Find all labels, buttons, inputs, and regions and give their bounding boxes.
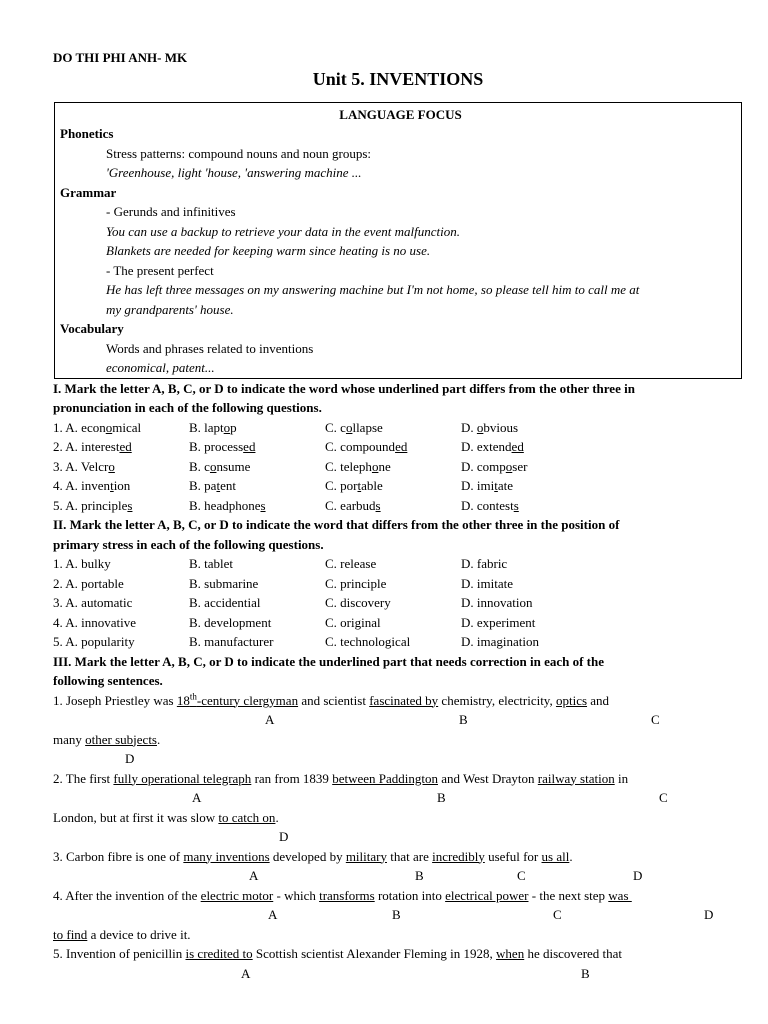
- q1-letter-b[interactable]: B: [459, 712, 468, 727]
- question-row: [53, 554, 743, 574]
- document-page: [53, 48, 743, 983]
- q5-option-a[interactable]: 5. A. principles: [53, 497, 133, 513]
- question-row: [53, 632, 743, 652]
- option[interactable]: 3. A. automatic: [53, 595, 133, 610]
- q2-letter-a[interactable]: A: [192, 790, 202, 805]
- q3-option-a[interactable]: 3. A. Velcro: [53, 458, 115, 474]
- question-row: [53, 457, 743, 477]
- question-row: [53, 476, 743, 496]
- q2-option-c[interactable]: C. compounded: [325, 439, 408, 454]
- option[interactable]: C. original: [325, 614, 381, 630]
- q2-option-d[interactable]: D. extended: [461, 439, 524, 454]
- q4-letter-d[interactable]: D: [704, 907, 714, 922]
- q3-option-c[interactable]: C. telephone: [325, 458, 391, 474]
- grammar-heading: Grammar: [60, 184, 117, 200]
- option[interactable]: B. tablet: [189, 556, 234, 571]
- q3-letter-b[interactable]: B: [415, 868, 424, 883]
- q5-letter-b[interactable]: B: [581, 965, 590, 981]
- q1-option-d[interactable]: D. obvious: [461, 419, 519, 435]
- q2-option-a[interactable]: 2. A. interested: [53, 439, 132, 454]
- q5-option-b[interactable]: B. headphones: [189, 497, 266, 513]
- grammar-line-5: He has left three messages on my answering machine but I'm not home, so please tell him to call me at: [106, 282, 640, 297]
- grammar-line-1: - Gerunds and infinitives: [106, 204, 236, 219]
- question-row: [53, 418, 743, 438]
- q1-option-c[interactable]: C. collapse: [325, 419, 383, 435]
- author-line: DO THI PHI ANH- MK: [53, 50, 188, 65]
- q2-option-b[interactable]: B. processed: [189, 439, 256, 454]
- option[interactable]: D. imitate: [461, 575, 513, 591]
- q3-option-d[interactable]: D. composer: [461, 458, 528, 474]
- option[interactable]: 2. A. portable: [53, 575, 124, 591]
- section-1-heading-2: pronunciation in each of the following questions.: [53, 400, 322, 415]
- option[interactable]: D. innovation: [461, 595, 533, 610]
- option[interactable]: D. fabric: [461, 556, 508, 571]
- q3-letter-d[interactable]: D: [633, 868, 643, 883]
- q4-option-c[interactable]: C. portable: [325, 478, 383, 493]
- q5-option-d[interactable]: D. contests: [461, 497, 519, 513]
- pronunciation-questions: [53, 418, 743, 516]
- q2-letter-c[interactable]: C: [659, 790, 668, 805]
- q1-option-a[interactable]: 1. A. economical: [53, 419, 142, 435]
- option[interactable]: C. principle: [325, 575, 387, 591]
- correction-question-3: 3. Carbon fibre is one of many inventions developed by military that are incredibly useful for us all. A B C D: [53, 847, 743, 886]
- q4-letter-c[interactable]: C: [553, 907, 562, 922]
- q4-letter-b[interactable]: B: [392, 907, 401, 922]
- q4-option-b[interactable]: B. patent: [189, 478, 236, 493]
- phonetics-line-1: Stress patterns: compound nouns and noun groups:: [106, 145, 372, 161]
- question-row: [53, 593, 743, 613]
- q3-letter-c[interactable]: C: [517, 868, 526, 883]
- section-2-heading-1: II. Mark the letter A, B, C, or D to indicate the word that differs from the other three in the position of: [53, 517, 620, 532]
- option[interactable]: B. manufacturer: [189, 634, 274, 649]
- vocabulary-line-1: Words and phrases related to inventions: [106, 340, 314, 356]
- option[interactable]: 5. A. popularity: [53, 634, 135, 649]
- box-heading: LANGUAGE FOCUS: [339, 106, 462, 122]
- option[interactable]: C. discovery: [325, 595, 391, 610]
- stress-questions: [53, 554, 743, 652]
- q2-letter-d[interactable]: D: [279, 829, 289, 844]
- option[interactable]: B. development: [189, 614, 272, 630]
- grammar-line-2: You can use a backup to retrieve your data in the event malfunction.: [106, 223, 460, 239]
- correction-question-5: 5. Invention of penicillin is credited to Scottish scientist Alexander Fleming in 1928, when he discovered that A B: [53, 944, 743, 983]
- q4-option-d[interactable]: D. imitate: [461, 478, 514, 493]
- question-row: [53, 574, 743, 594]
- grammar-line-4: - The present perfect: [106, 262, 214, 278]
- q4-option-a[interactable]: 4. A. invention: [53, 478, 131, 493]
- option[interactable]: C. release: [325, 556, 377, 571]
- q3-option-b[interactable]: B. consume: [189, 458, 251, 474]
- phonetics-heading: Phonetics: [60, 126, 114, 141]
- option[interactable]: D. experiment: [461, 614, 536, 630]
- q2-letter-b[interactable]: B: [437, 790, 446, 805]
- correction-question-4: 4. After the invention of the electric motor - which transforms rotation into electrical power - the next step was A B C D to find a device to drive it.: [53, 887, 714, 942]
- grammar-line-6: my grandparents' house.: [106, 301, 234, 317]
- option[interactable]: D. imagination: [461, 634, 539, 649]
- section-1-heading-1: I. Mark the letter A, B, C, or D to indicate the word whose underlined part differs from the other three in: [53, 380, 635, 396]
- vocabulary-line-2: economical, patent...: [106, 360, 215, 375]
- q4-letter-a[interactable]: A: [268, 907, 278, 922]
- option[interactable]: B. submarine: [189, 575, 259, 591]
- correction-question-2: 2. The first fully operational telegraph ran from 1839 between Paddington and West Drayton railway station in A B C London, but at first it was slow to catch on. D: [53, 769, 743, 847]
- section-3-heading-1: III. Mark the letter A, B, C, or D to indicate the underlined part that needs correction in each of the: [53, 653, 605, 669]
- question-row: [53, 613, 743, 633]
- grammar-line-3: Blankets are needed for keeping warm since heating is no use.: [106, 243, 431, 258]
- option[interactable]: 4. A. innovative: [53, 614, 137, 630]
- option[interactable]: C. technological: [325, 634, 411, 649]
- q1-letter-d[interactable]: D: [125, 751, 135, 766]
- phonetics-line-2: 'Greenhouse, light 'house, 'answering machine ...: [106, 165, 362, 180]
- page-title: Unit 5. INVENTIONS: [312, 68, 484, 89]
- vocabulary-heading: Vocabulary: [60, 321, 124, 336]
- q5-letter-a[interactable]: A: [241, 965, 251, 981]
- q3-letter-a[interactable]: A: [249, 868, 259, 883]
- q1-letter-c[interactable]: C: [651, 712, 660, 727]
- q5-option-c[interactable]: C. earbuds: [325, 497, 381, 513]
- option[interactable]: 1. A. bulky: [53, 556, 111, 571]
- q1-option-b[interactable]: B. laptop: [189, 419, 237, 435]
- question-row: [53, 437, 743, 457]
- section-3-heading-2: following sentences.: [53, 673, 163, 688]
- correction-question-1: 1. Joseph Priestley was 18th-century clergyman and scientist fascinated by chemistry, electricity, optics and A B C many other subjects. D: [53, 691, 743, 769]
- option[interactable]: B. accidential: [189, 595, 261, 610]
- language-focus-box: [54, 102, 742, 379]
- q1-letter-a[interactable]: A: [265, 712, 275, 727]
- section-2-heading-2: primary stress in each of the following questions.: [53, 536, 324, 552]
- question-row: [53, 496, 743, 516]
